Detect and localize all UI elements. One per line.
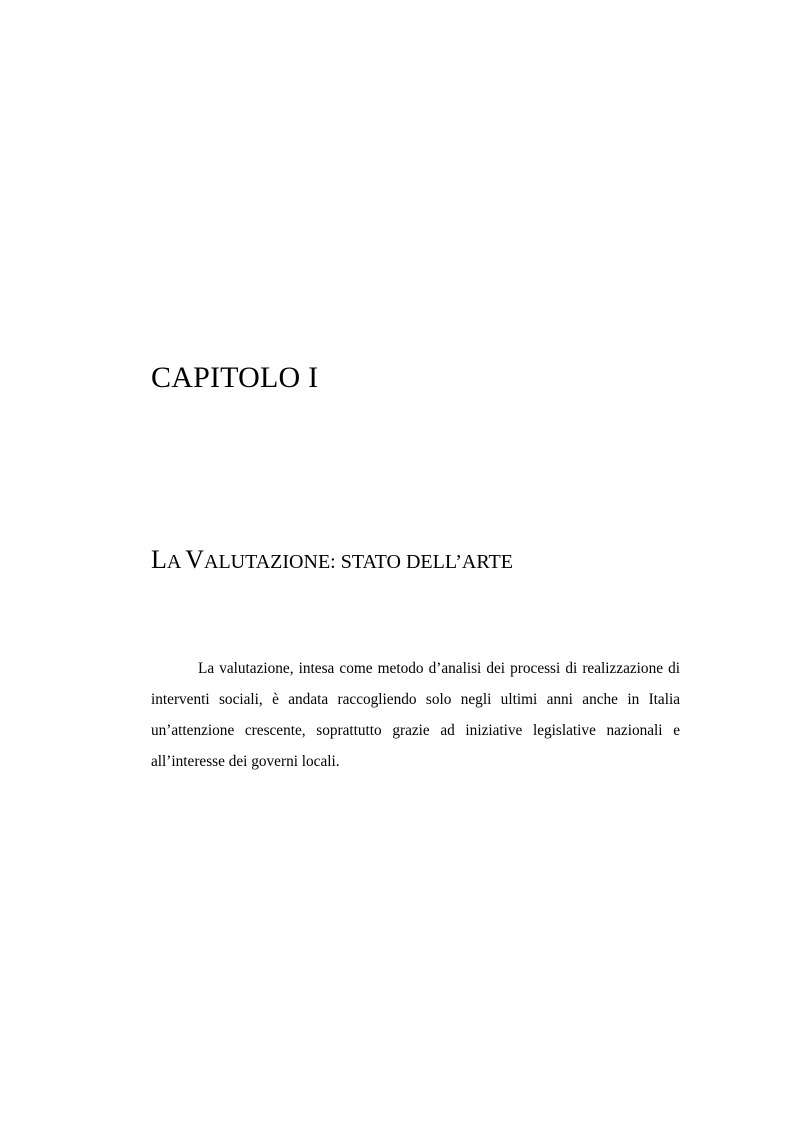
body-paragraph: La valutazione, intesa come metodo d’analisi dei processi di realizzazione di interventi sociali, è andata raccogliendo solo negli ultimi anni anche in Italia un’attenzione crescente, soprattutto grazie ad iniziative legislative nazionali e all’interesse dei governi locali.	[151, 660, 680, 770]
chapter-title-heading	[151, 543, 513, 579]
chapter-title-initial-v: V	[185, 545, 205, 574]
chapter-title-smallcaps-a: A	[166, 551, 186, 573]
chapter-number-heading: CAPITOLO I	[151, 361, 319, 394]
chapter-title-smallcaps-rest: ALUTAZIONE: STATO DELL’ARTE	[204, 551, 513, 573]
chapter-title-initial-l: L	[151, 545, 167, 574]
